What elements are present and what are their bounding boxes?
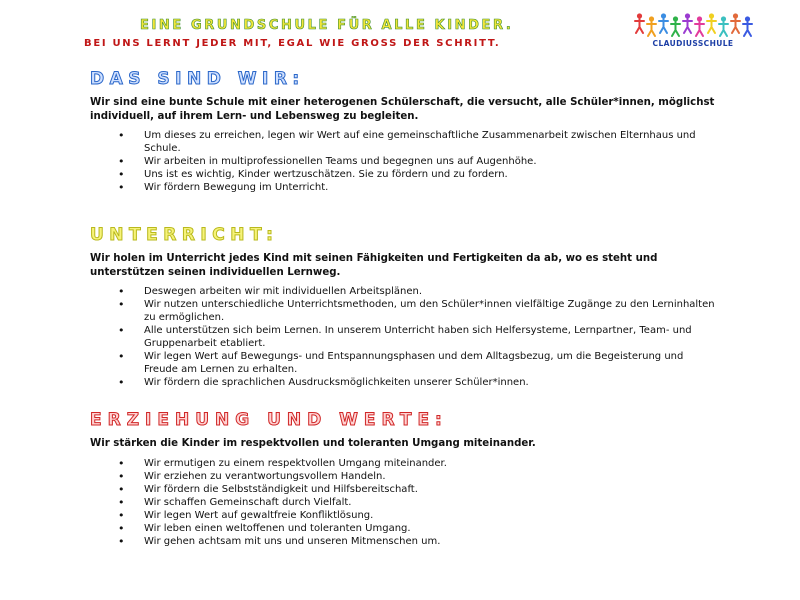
- section-intro: Wir holen im Unterricht jedes Kind mit seinen Fähigkeiten und Fertigkeiten da ab, wo es steht und unterstützen seinen individuellen Lernweg.: [90, 253, 658, 278]
- section-heading: UNTERRICHT:: [90, 225, 279, 245]
- list-item: • Wir nutzen unterschiedliche Unterrichtsmethoden, um den Schüler*innen vielfältige Zugänge zu den Lerninhalten zu ermöglichen.: [144, 298, 720, 324]
- list-item: • Uns ist es wichtig, Kinder wertzuschätzen. Sie zu fördern und zu fordern.: [144, 168, 720, 181]
- logo-children-figures: [628, 12, 758, 38]
- logo-text: CLAUDIUSSCHULE: [652, 39, 734, 48]
- logo-child-icon: [718, 12, 729, 38]
- bullet-list: [90, 129, 720, 194]
- logo-child-icon: [682, 12, 693, 38]
- school-logo: [628, 12, 758, 52]
- list-item: • Um dieses zu erreichen, legen wir Wert auf eine gemeinschaftliche Zusammenarbeit zwischen Elternhaus und Schule.: [144, 129, 720, 155]
- list-item: • Wir leben einen weltoffenen und toleranten Umgang.: [144, 522, 720, 535]
- list-item: • Wir schaffen Gemeinschaft durch Vielfalt.: [144, 496, 720, 509]
- bullet-list: [90, 285, 720, 389]
- list-item: • Wir fördern die sprachlichen Ausdrucksmöglichkeiten unserer Schüler*innen.: [144, 376, 720, 389]
- section-erziehung-und-werte: [90, 409, 720, 548]
- logo-child-icon: [742, 12, 753, 38]
- section-heading: DAS SIND WIR:: [90, 69, 305, 89]
- logo-child-icon: [670, 12, 681, 38]
- section-unterricht: [90, 224, 720, 389]
- logo-child-icon: [730, 12, 741, 38]
- section-heading: ERZIEHUNG UND WERTE:: [90, 410, 448, 430]
- section-das-sind-wir: [90, 68, 720, 194]
- list-item: • Wir fördern die Selbstständigkeit und Hilfsbereitschaft.: [144, 483, 720, 496]
- logo-child-icon: [694, 12, 705, 38]
- logo-child-icon: [706, 12, 717, 38]
- list-item: • Wir erziehen zu verantwortungsvollem Handeln.: [144, 470, 720, 483]
- list-item: • Wir fördern Bewegung im Unterricht.: [144, 181, 720, 194]
- page-title: EINE GRUNDSCHULE FÜR ALLE KINDER.: [140, 18, 514, 33]
- main-content: [90, 68, 720, 548]
- logo-child-icon: [646, 12, 657, 38]
- list-item: • Wir legen Wert auf gewaltfreie Konfliktlösung.: [144, 509, 720, 522]
- list-item: • Deswegen arbeiten wir mit individuellen Arbeitsplänen.: [144, 285, 720, 298]
- logo-child-icon: [658, 12, 669, 38]
- page-subtitle: BEI UNS LERNT JEDER MIT, EGAL WIE GROSS DER SCHRITT.: [84, 38, 501, 49]
- bullet-list: [90, 457, 720, 548]
- section-intro: Wir stärken die Kinder im respektvollen und toleranten Umgang miteinander.: [90, 438, 536, 449]
- list-item: • Wir gehen achtsam mit uns und unseren Mitmenschen um.: [144, 535, 720, 548]
- list-item: • Wir legen Wert auf Bewegungs- und Entspannungsphasen und dem Alltagsbezug, um die Begeisterung und Freude am Lernen zu erhalten.: [144, 350, 720, 376]
- list-item: • Wir arbeiten in multiprofessionellen Teams und begegnen uns auf Augenhöhe.: [144, 155, 720, 168]
- section-intro: Wir sind eine bunte Schule mit einer heterogenen Schülerschaft, die versucht, alle Schüler*innen, möglichst individuell, auf ihrem Lern- und Lebensweg zu begleiten.: [90, 97, 715, 122]
- logo-child-icon: [634, 12, 645, 38]
- list-item: • Alle unterstützen sich beim Lernen. In unserem Unterricht haben sich Helfersysteme, Lernpartner, Team- und Gruppenarbeit etabliert.: [144, 324, 720, 350]
- header: [0, 0, 800, 60]
- list-item: • Wir ermutigen zu einem respektvollen Umgang miteinander.: [144, 457, 720, 470]
